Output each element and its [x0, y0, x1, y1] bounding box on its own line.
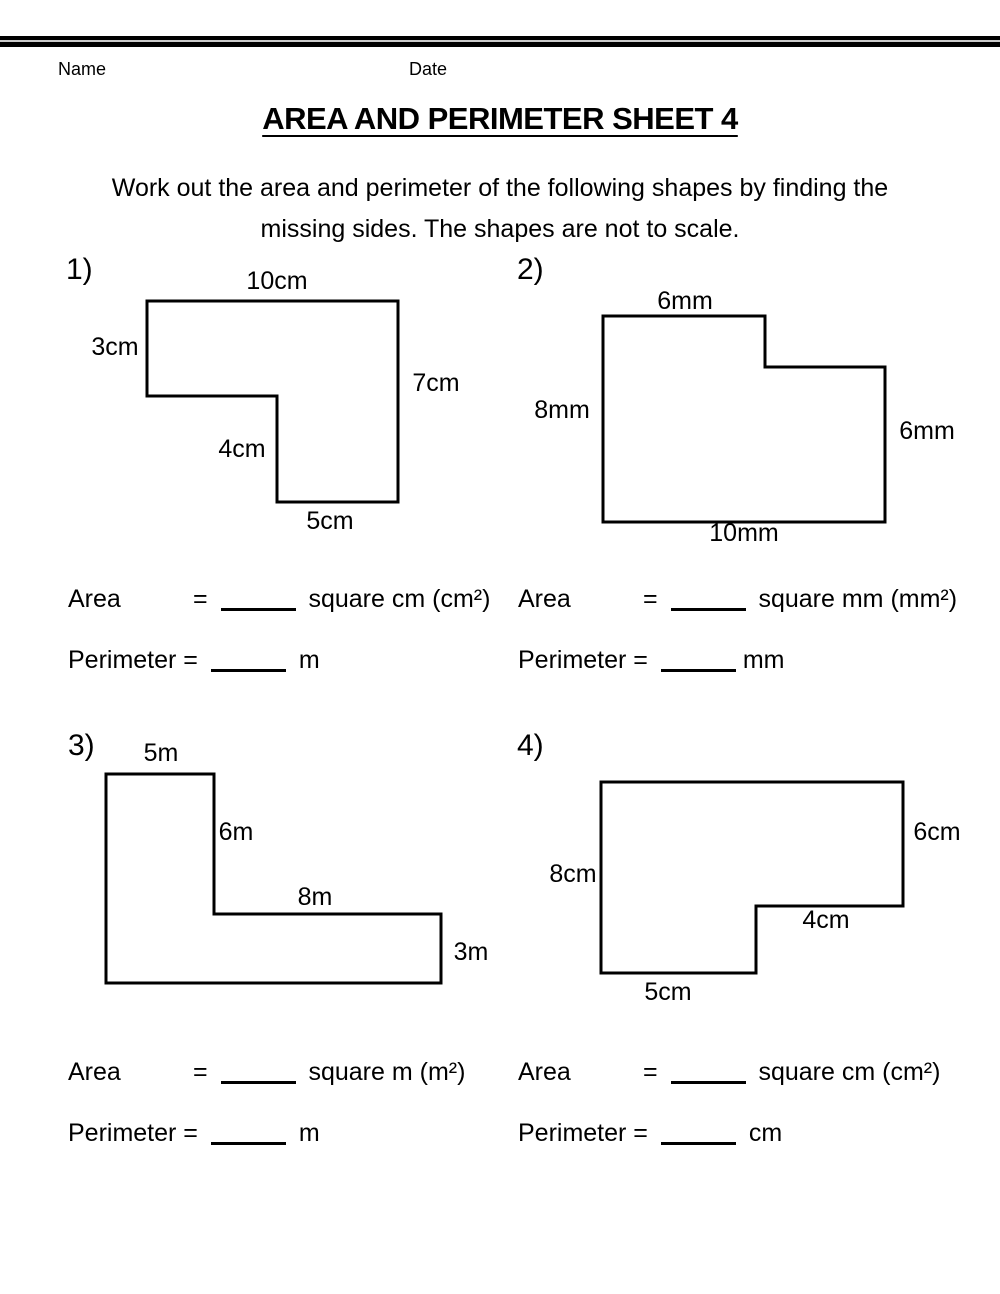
- area-answer-row: [518, 1057, 940, 1087]
- shape-outline-4: [601, 782, 903, 973]
- perimeter-answer-blank: [661, 655, 736, 672]
- area-answer-row: [68, 584, 490, 614]
- perimeter-label: Perimeter =: [518, 646, 648, 674]
- area-label: Area: [68, 1058, 121, 1086]
- area-label: Area: [518, 585, 571, 613]
- side-label: 10cm: [246, 267, 308, 295]
- side-label: 4cm: [218, 435, 266, 463]
- problem-number: 4): [517, 729, 544, 762]
- equals-sign: =: [192, 1058, 208, 1086]
- perimeter-unit: m: [298, 646, 320, 674]
- shape-outline-3: [106, 774, 441, 983]
- perimeter-answer-blank: [211, 1128, 286, 1145]
- perimeter-answer-blank: [661, 1128, 736, 1145]
- side-label: 4cm: [802, 906, 850, 934]
- area-unit: square m (m²): [308, 1058, 466, 1086]
- side-label: 10mm: [709, 519, 779, 547]
- area-answer-blank: [221, 594, 296, 611]
- area-answer-blank: [671, 594, 746, 611]
- equals-sign: =: [192, 585, 208, 613]
- date-label: Date: [409, 59, 448, 79]
- perimeter-label: Perimeter =: [68, 646, 198, 674]
- shape-outline-2: [603, 316, 885, 522]
- name-label: Name: [58, 59, 107, 79]
- side-label: 5cm: [306, 507, 354, 535]
- problem-number: 3): [68, 729, 95, 762]
- area-answer-row: [68, 1057, 465, 1087]
- area-answer-row: [518, 584, 957, 614]
- perimeter-unit: cm: [748, 1119, 783, 1147]
- side-label: 8mm: [534, 396, 590, 424]
- area-answer-blank: [221, 1067, 296, 1084]
- side-label: 6m: [218, 818, 254, 846]
- perimeter-answer-row: [68, 645, 320, 675]
- area-label: Area: [518, 1058, 571, 1086]
- side-label: 3cm: [91, 333, 139, 361]
- side-label: 3m: [453, 938, 489, 966]
- perimeter-unit: m: [298, 1119, 320, 1147]
- side-label: 8m: [297, 883, 333, 911]
- side-label: 7cm: [412, 369, 460, 397]
- perimeter-answer-row: [68, 1118, 320, 1148]
- area-unit: square cm (cm²): [758, 1058, 941, 1086]
- area-answer-blank: [671, 1067, 746, 1084]
- side-label: 8cm: [549, 860, 597, 888]
- perimeter-unit: mm: [742, 646, 785, 674]
- side-label: 5cm: [644, 978, 692, 1006]
- shape-outline-1: [147, 301, 398, 502]
- problem-number: 1): [66, 253, 93, 286]
- perimeter-answer-row: [518, 645, 784, 675]
- perimeter-label: Perimeter =: [518, 1119, 648, 1147]
- side-label: 5m: [143, 739, 179, 767]
- perimeter-label: Perimeter =: [68, 1119, 198, 1147]
- side-label: 6mm: [657, 287, 713, 315]
- area-unit: square mm (mm²): [758, 585, 958, 613]
- instructions-line1: Work out the area and perimeter of the following shapes by finding the: [111, 174, 889, 202]
- side-label: 6mm: [899, 417, 955, 445]
- perimeter-answer-row: [518, 1118, 782, 1148]
- side-label: 6cm: [913, 818, 961, 846]
- problem-number: 2): [517, 253, 544, 286]
- equals-sign: =: [642, 1058, 658, 1086]
- equals-sign: =: [642, 585, 658, 613]
- page-title: AREA AND PERIMETER SHEET 4: [262, 101, 738, 136]
- instructions-line2: missing sides. The shapes are not to scale.: [260, 215, 740, 243]
- perimeter-answer-blank: [211, 655, 286, 672]
- area-label: Area: [68, 585, 121, 613]
- area-unit: square cm (cm²): [308, 585, 491, 613]
